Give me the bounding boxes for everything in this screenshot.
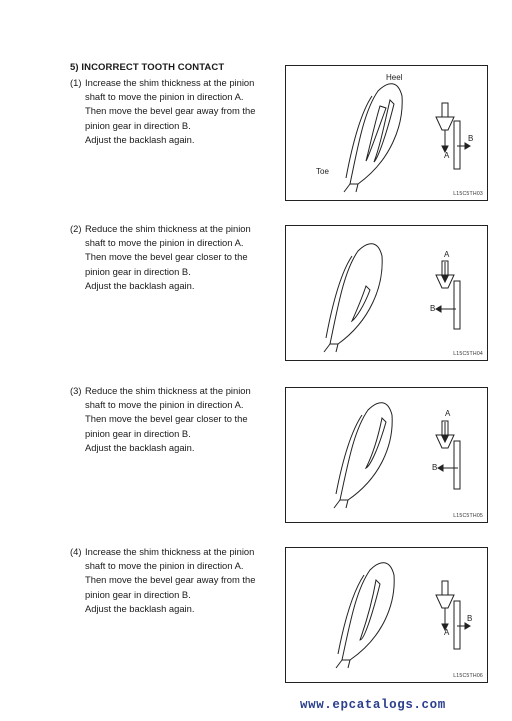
step-number: (2) (70, 223, 82, 234)
step-line: Increase the shim thickness at the pinion (85, 77, 255, 88)
figure-2 (285, 225, 488, 361)
gear-tooth-diagram (286, 66, 489, 202)
step-4-text (70, 545, 270, 616)
direction-a-label: A (445, 409, 451, 418)
step-line: Adjust the backlash again. (85, 133, 195, 145)
direction-b-label: B (430, 304, 436, 313)
step-line: Reduce the shim thickness at the pinion (85, 385, 251, 396)
toe-label: Toe (316, 167, 329, 176)
figure-code: L15C5TH04 (453, 351, 483, 357)
direction-a-label: A (444, 250, 450, 259)
step-2-text (70, 222, 270, 293)
step-number: (1) (70, 77, 82, 88)
step-line: pinion gear in direction B. (85, 119, 191, 131)
step-1-text (70, 76, 270, 147)
watermark-url: www.epcatalogs.com (300, 698, 446, 712)
step-line: shaft to move the pinion in direction A. (85, 237, 244, 249)
direction-b-label: B (467, 614, 473, 623)
direction-a-label: A (444, 151, 450, 160)
step-line: pinion gear in direction B. (85, 427, 191, 439)
step-line: pinion gear in direction B. (85, 588, 191, 600)
step-line: Reduce the shim thickness at the pinion (85, 223, 251, 234)
gear-tooth-diagram (286, 548, 489, 684)
heel-label: Heel (386, 73, 403, 82)
figure-code: L15C5TH03 (453, 191, 483, 197)
section-heading: 5) INCORRECT TOOTH CONTACT (70, 62, 225, 73)
step-number: (4) (70, 546, 82, 557)
figure-code: L15C5TH05 (453, 513, 483, 519)
step-line: Increase the shim thickness at the pinion (85, 546, 255, 557)
step-line: Then move the bevel gear away from the (85, 574, 256, 586)
figure-1 (285, 65, 488, 201)
step-line: Adjust the backlash again. (85, 441, 195, 453)
step-line: shaft to move the pinion in direction A. (85, 91, 244, 103)
step-line: shaft to move the pinion in direction A. (85, 399, 244, 411)
step-number: (3) (70, 385, 82, 396)
step-line: Then move the bevel gear closer to the (85, 413, 248, 425)
step-line: pinion gear in direction B. (85, 265, 191, 277)
direction-b-label: B (468, 134, 474, 143)
gear-tooth-diagram (286, 226, 489, 362)
step-line: Then move the bevel gear closer to the (85, 251, 248, 263)
direction-b-label: B (432, 463, 438, 472)
step-line: Adjust the backlash again. (85, 602, 195, 614)
direction-a-label: A (444, 628, 450, 637)
step-3-text (70, 384, 270, 455)
step-line: shaft to move the pinion in direction A. (85, 560, 244, 572)
gear-tooth-diagram (286, 388, 489, 524)
step-line: Then move the bevel gear away from the (85, 105, 256, 117)
figure-3 (285, 387, 488, 523)
figure-4 (285, 547, 488, 683)
figure-code: L15C5TH06 (453, 673, 483, 679)
step-line: Adjust the backlash again. (85, 279, 195, 291)
